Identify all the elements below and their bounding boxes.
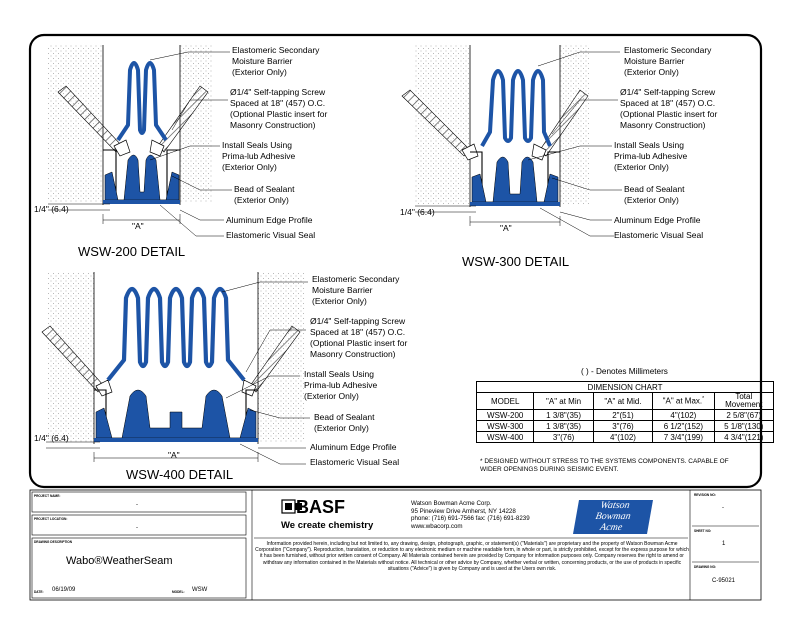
header-total-movement: [714, 393, 773, 410]
company-name: Watson Bowman Acme Corp.: [411, 500, 492, 507]
wsw300-label: Elastomeric Secondary: [624, 45, 712, 55]
header-model: MODEL: [477, 393, 534, 410]
wsw200-label: Ø1/4" Self-tapping Screw: [230, 87, 326, 97]
wsw300-secondary-barrier: [482, 71, 550, 146]
basf-tagline: We create chemistry: [281, 520, 374, 531]
project-name-label: PROJECT NAME:: [34, 494, 61, 498]
table-row: [477, 421, 774, 432]
revision-label: REVISION NO:: [694, 493, 716, 497]
table-cell: 6 1/2"(152): [653, 421, 714, 432]
wsw400-label: (Exterior Only): [314, 423, 369, 433]
wb-logo-line: Acme: [599, 522, 624, 533]
wsw300-label: (Exterior Only): [624, 195, 679, 205]
table-cell: 4"(102): [593, 432, 652, 443]
wb-logo-line: Watson: [599, 500, 631, 511]
dimension-chart-title: DIMENSION CHART: [477, 382, 774, 393]
wsw200-label: Bead of Sealant: [234, 184, 295, 194]
footnote-line: * DESIGNED WITHOUT STRESS TO THE SYSTEMS COMPONENTS. CAPABLE OF: [480, 458, 729, 465]
sheet-label: SHEET NO:: [694, 529, 712, 533]
wsw300-label: Aluminum Edge Profile: [614, 215, 701, 225]
wsw200-label: Spaced at 18" (457) O.C.: [230, 98, 326, 108]
wsw300-label: Install Seals Using: [614, 140, 684, 150]
table-cell: 7 3/4"(199): [653, 432, 714, 443]
wsw400-label: Elastomeric Secondary: [312, 274, 400, 284]
company-phone: phone: (716) 691-7566 fax: (716) 691-8239: [411, 515, 530, 523]
table-cell: 4"(102): [653, 410, 714, 421]
wsw400-dim-a: "A": [168, 450, 180, 460]
wsw300-label: Spaced at 18" (457) O.C.: [620, 98, 716, 108]
date-label: DATE:: [34, 590, 44, 594]
wsw300-label: (Optional Plastic insert for: [620, 109, 718, 119]
wsw300-label: Bead of Sealant: [624, 184, 685, 194]
wsw400-secondary-barrier: [108, 289, 244, 380]
wsw200-dim-left: 1/4" (6.4): [34, 204, 69, 214]
wsw200-label: Moisture Barrier: [232, 56, 293, 66]
wsw200-label: (Exterior Only): [222, 162, 277, 172]
revision-value: -: [722, 505, 724, 511]
wsw200-secondary-barrier: [118, 63, 166, 140]
table-cell: 5 1/8"(130): [714, 421, 773, 432]
wsw400-label: (Exterior Only): [312, 296, 367, 306]
drawing-no-value: C-95021: [712, 578, 736, 584]
table-cell: WSW-400: [477, 432, 534, 443]
legal-disclaimer: Information provided herein, including but not limited to, any drawing, design, photograph, graphic, or statement(s) ("Materials") are proprietary and the property of Watson Bowman Acme Corporation ("Company"). Reproduction, translation, or reduction to any electronic medium or machine readable form, in whole or part, is strictly prohibited, except for the express purpose for which it has been furnished, without prior written consent of Company. All Materials contained herein are provided by Company for information purposes only. Company reserves the right to amend or withdraw any information contained in the Materials without notice. All technical or other advice by Company, whether verbal or written, concerning products, or the use of products in specific situations ("Advice") is given by Company and is used at the Users own risk.: [255, 541, 689, 572]
wsw400-title: WSW-400 DETAIL: [126, 467, 234, 482]
table-cell: 3"(76): [593, 421, 652, 432]
sheet-value: 1: [722, 541, 726, 547]
wsw400-label: Prima-lub Adhesive: [304, 380, 378, 390]
wsw300-title: WSW-300 DETAIL: [462, 254, 570, 269]
wsw200-title: WSW-200 DETAIL: [78, 244, 186, 259]
wsw200-dim-a: "A": [132, 221, 144, 231]
wsw200-label: Elastomeric Visual Seal: [226, 230, 316, 240]
wsw300-label: Elastomeric Visual Seal: [614, 230, 704, 240]
wsw400-label: (Optional Plastic insert for: [310, 338, 408, 348]
header-a-max-footnote-mark: *: [702, 396, 705, 403]
header-movement: Movement: [725, 400, 763, 409]
table-cell: 2"(51): [593, 410, 652, 421]
header-a-max: [653, 393, 714, 410]
wsw300-label: Masonry Construction): [620, 120, 706, 130]
wsw300-dim-a: "A": [500, 223, 512, 233]
wsw400-label: Elastomeric Visual Seal: [310, 457, 400, 467]
watson-bowman-acme-logo: [573, 500, 653, 534]
wsw400-label: Moisture Barrier: [312, 285, 373, 295]
table-row: [477, 410, 774, 421]
wsw200-labels: [222, 45, 327, 240]
company-address: [411, 500, 530, 530]
company-street: 95 Pineview Drive Amherst, NY 14228: [411, 507, 516, 515]
project-name-value: -: [136, 502, 138, 508]
footnote-line: WIDER OPENINGS DURING SEISMIC EVENT.: [480, 466, 619, 473]
millimeter-note: ( ) - Denotes Millimeters: [581, 367, 668, 376]
header-a-max-text: "A" at Max.: [662, 396, 703, 406]
wsw300-label: (Exterior Only): [624, 67, 679, 77]
wsw400-visual-seal: [96, 390, 256, 438]
wsw200-label: (Optional Plastic insert for: [230, 109, 328, 119]
wsw300-label: Prima-lub Adhesive: [614, 151, 688, 161]
wsw300-visual-seal: [472, 157, 558, 202]
wsw300-detail: [400, 45, 717, 269]
wsw200-label: Elastomeric Secondary: [232, 45, 320, 55]
header-a-min: "A" at Min: [534, 393, 593, 410]
header-total: Total: [735, 392, 753, 401]
table-cell: WSW-300: [477, 421, 534, 432]
wsw400-detail: [34, 272, 407, 482]
drawing-description-label: DRAWING DESCRIPTION: [34, 540, 73, 544]
wsw400-dim-left: 1/4" (6.4): [34, 433, 69, 443]
wsw400-label: Masonry Construction): [310, 349, 396, 359]
wsw200-label: Masonry Construction): [230, 120, 316, 130]
wsw300-labels: [614, 45, 717, 240]
wsw300-dim-left: 1/4" (6.4): [400, 207, 435, 217]
company-website: www.wbacorp.com: [411, 522, 463, 530]
dimension-chart-footnote: [480, 458, 780, 474]
model-value: WSW: [192, 587, 208, 593]
header-a-mid: "A" at Mid.: [593, 393, 652, 410]
wsw200-detail: [34, 45, 327, 259]
wsw200-label: (Exterior Only): [234, 195, 289, 205]
drawing-no-label: DRAWING NO:: [694, 565, 717, 569]
wsw400-label: Aluminum Edge Profile: [310, 442, 397, 452]
basf-logo-text: BASF: [296, 497, 345, 517]
wsw300-label: Ø1/4" Self-tapping Screw: [620, 87, 716, 97]
wsw400-label: Bead of Sealant: [314, 412, 375, 422]
wb-logo-line: Bowman: [594, 511, 632, 522]
wsw200-label: Aluminum Edge Profile: [226, 215, 313, 225]
project-location-value: -: [136, 525, 138, 531]
table-cell: 1 3/8"(35): [534, 421, 593, 432]
project-location-label: PROJECT LOCATION:: [34, 517, 68, 521]
drawing-description-value: Wabo®WeatherSeam: [66, 555, 173, 567]
table-row: [477, 432, 774, 443]
table-cell: WSW-200: [477, 410, 534, 421]
wsw300-label: Moisture Barrier: [624, 56, 685, 66]
wsw400-label: Spaced at 18" (457) O.C.: [310, 327, 406, 337]
dimension-chart-table: [476, 381, 774, 443]
table-cell: 1 3/8"(35): [534, 410, 593, 421]
table-cell: 2 5/8"(67): [714, 410, 773, 421]
wsw200-label: Install Seals Using: [222, 140, 292, 150]
wsw200-label: Prima-lub Adhesive: [222, 151, 296, 161]
wsw400-label: Ø1/4" Self-tapping Screw: [310, 316, 406, 326]
wsw400-label: Install Seals Using: [304, 369, 374, 379]
wsw300-label: (Exterior Only): [614, 162, 669, 172]
wsw200-label: (Exterior Only): [232, 67, 287, 77]
wsw400-labels: [304, 274, 407, 467]
table-cell: 3"(76): [534, 432, 593, 443]
table-cell: 4 3/4"(121): [714, 432, 773, 443]
date-value: 06/19/09: [52, 587, 76, 593]
model-label: MODEL:: [172, 590, 185, 594]
wsw400-label: (Exterior Only): [304, 391, 359, 401]
